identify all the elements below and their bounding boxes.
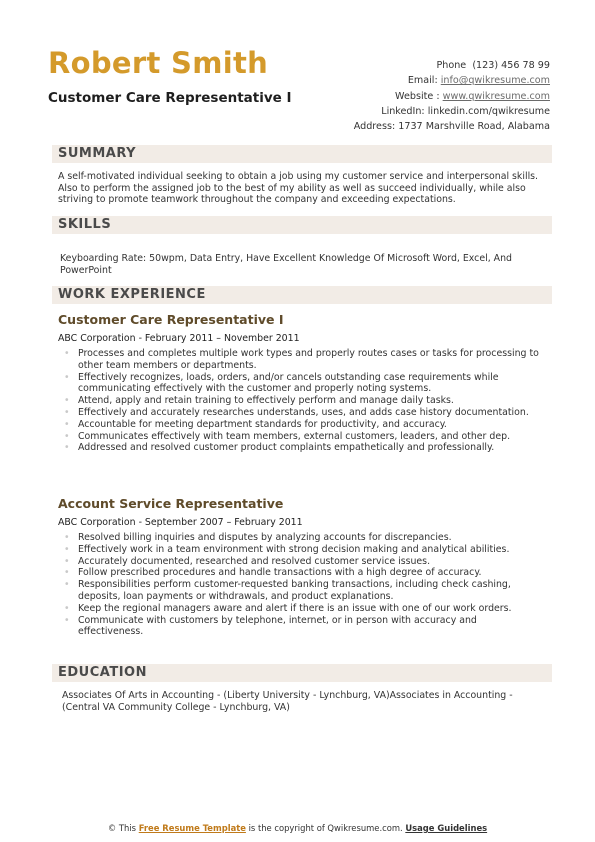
- job-2-bullet: • Keep the regional managers aware and alert if there is an issue with one of our work orders.: [64, 603, 542, 615]
- job-1-bullets: [64, 348, 542, 454]
- job-2-bullet: • Communicate with customers by telephone, internet, or in person with accuracy and effectiveness.: [64, 615, 542, 639]
- job-2-title: Account Service Representative: [58, 496, 284, 511]
- contact-block: [354, 58, 550, 134]
- job-1-title: Customer Care Representative I: [58, 312, 284, 327]
- job-1-bullet: • Communicates effectively with team members, external customers, leaders, and other dep.: [64, 431, 542, 443]
- job-2-bullets: [64, 532, 542, 638]
- contact-email: [354, 73, 550, 88]
- email-link[interactable]: info@qwikresume.com: [440, 75, 550, 87]
- summary-section-bar: [52, 145, 552, 163]
- address-label: Address:: [353, 121, 396, 133]
- experience-heading: WORK EXPERIENCE: [58, 287, 206, 302]
- candidate-name: Robert Smith: [48, 46, 269, 80]
- summary-heading: SUMMARY: [58, 146, 137, 161]
- contact-linkedin: [354, 104, 550, 119]
- website-link[interactable]: www.qwikresume.com: [442, 90, 550, 102]
- linkedin-value: linkedin.com/qwikresume: [427, 105, 550, 117]
- job-1-bullet: • Effectively and accurately researches understands, uses, and adds case history documentation.: [64, 407, 542, 419]
- job-2-bullet: • Responsibilities perform customer-requested banking transactions, including check cashing, deposits, loan payments or withdrawals, and product explanations.: [64, 579, 542, 603]
- contact-address: [354, 119, 550, 134]
- job-1-bullet: • Addressed and resolved customer product complaints empathetically and professionally.: [64, 442, 542, 454]
- experience-section-bar: [52, 286, 552, 304]
- education-section-bar: [52, 664, 552, 682]
- education-heading: EDUCATION: [58, 665, 147, 680]
- job-2-company-dates: ABC Corporation - September 2007 – February 2011: [58, 517, 303, 528]
- job-1-company-dates: ABC Corporation - February 2011 – November 2011: [58, 333, 300, 344]
- contact-website: [354, 89, 550, 104]
- address-value: 1737 Marshville Road, Alabama: [398, 121, 550, 133]
- website-label: Website :: [395, 90, 440, 102]
- summary-text: A self-motivated individual seeking to obtain a job using my customer service and interpersonal skills. Also to perform the assigned job to the best of my ability as well as succeed individually, while also striving to promote teamwork throughout the company and exceeding expectations.: [58, 171, 539, 206]
- linkedin-label: LinkedIn:: [381, 105, 425, 117]
- skills-section-bar: [52, 216, 552, 234]
- job-1-bullet: • Effectively recognizes, loads, orders, and/or cancels outstanding case requirements while communicating effectively with the customer and properly noting systems.: [64, 372, 542, 396]
- phone-label: Phone: [436, 60, 467, 71]
- footer-middle: is the copyright of Qwikresume.com.: [248, 823, 403, 833]
- job-1-bullet: • Accountable for meeting department standards for productivity, and accuracy.: [64, 419, 542, 431]
- job-2-bullet: • Resolved billing inquiries and disputes by analyzing accounts for discrepancies.: [64, 532, 542, 544]
- job-1-bullet: • Processes and completes multiple work types and properly routes cases or tasks for processing to other team members or departments.: [64, 348, 542, 372]
- contact-phone: [354, 58, 550, 73]
- email-label: Email:: [407, 75, 438, 87]
- job-1-bullet: • Attend, apply and retain training to effectively perform and manage daily tasks.: [64, 395, 542, 407]
- education-text: Associates Of Arts in Accounting - (Liberty University - Lynchburg, VA)Associates in Accounting - (Central VA Community College - Lynchburg, VA): [62, 690, 513, 713]
- job-2-bullet: • Effectively work in a team environment with strong decision making and analytical abilities.: [64, 544, 542, 556]
- skills-heading: SKILLS: [58, 217, 112, 232]
- footer: [0, 823, 595, 833]
- phone-value: (123) 456 78 99: [472, 60, 550, 71]
- job-2-bullet: • Accurately documented, researched and resolved customer service issues.: [64, 556, 542, 568]
- candidate-title: Customer Care Representative I: [48, 90, 292, 106]
- skills-text: Keyboarding Rate: 50wpm, Data Entry, Have Excellent Knowledge Of Microsoft Word, Excel, And PowerPoint: [60, 253, 512, 276]
- footer-prefix: © This: [107, 823, 137, 833]
- usage-guidelines-link[interactable]: Usage Guidelines: [405, 823, 488, 833]
- free-resume-template-link[interactable]: Free Resume Template: [138, 823, 246, 833]
- job-2-bullet: • Follow prescribed procedures and handle transactions with a high degree of accuracy.: [64, 567, 542, 579]
